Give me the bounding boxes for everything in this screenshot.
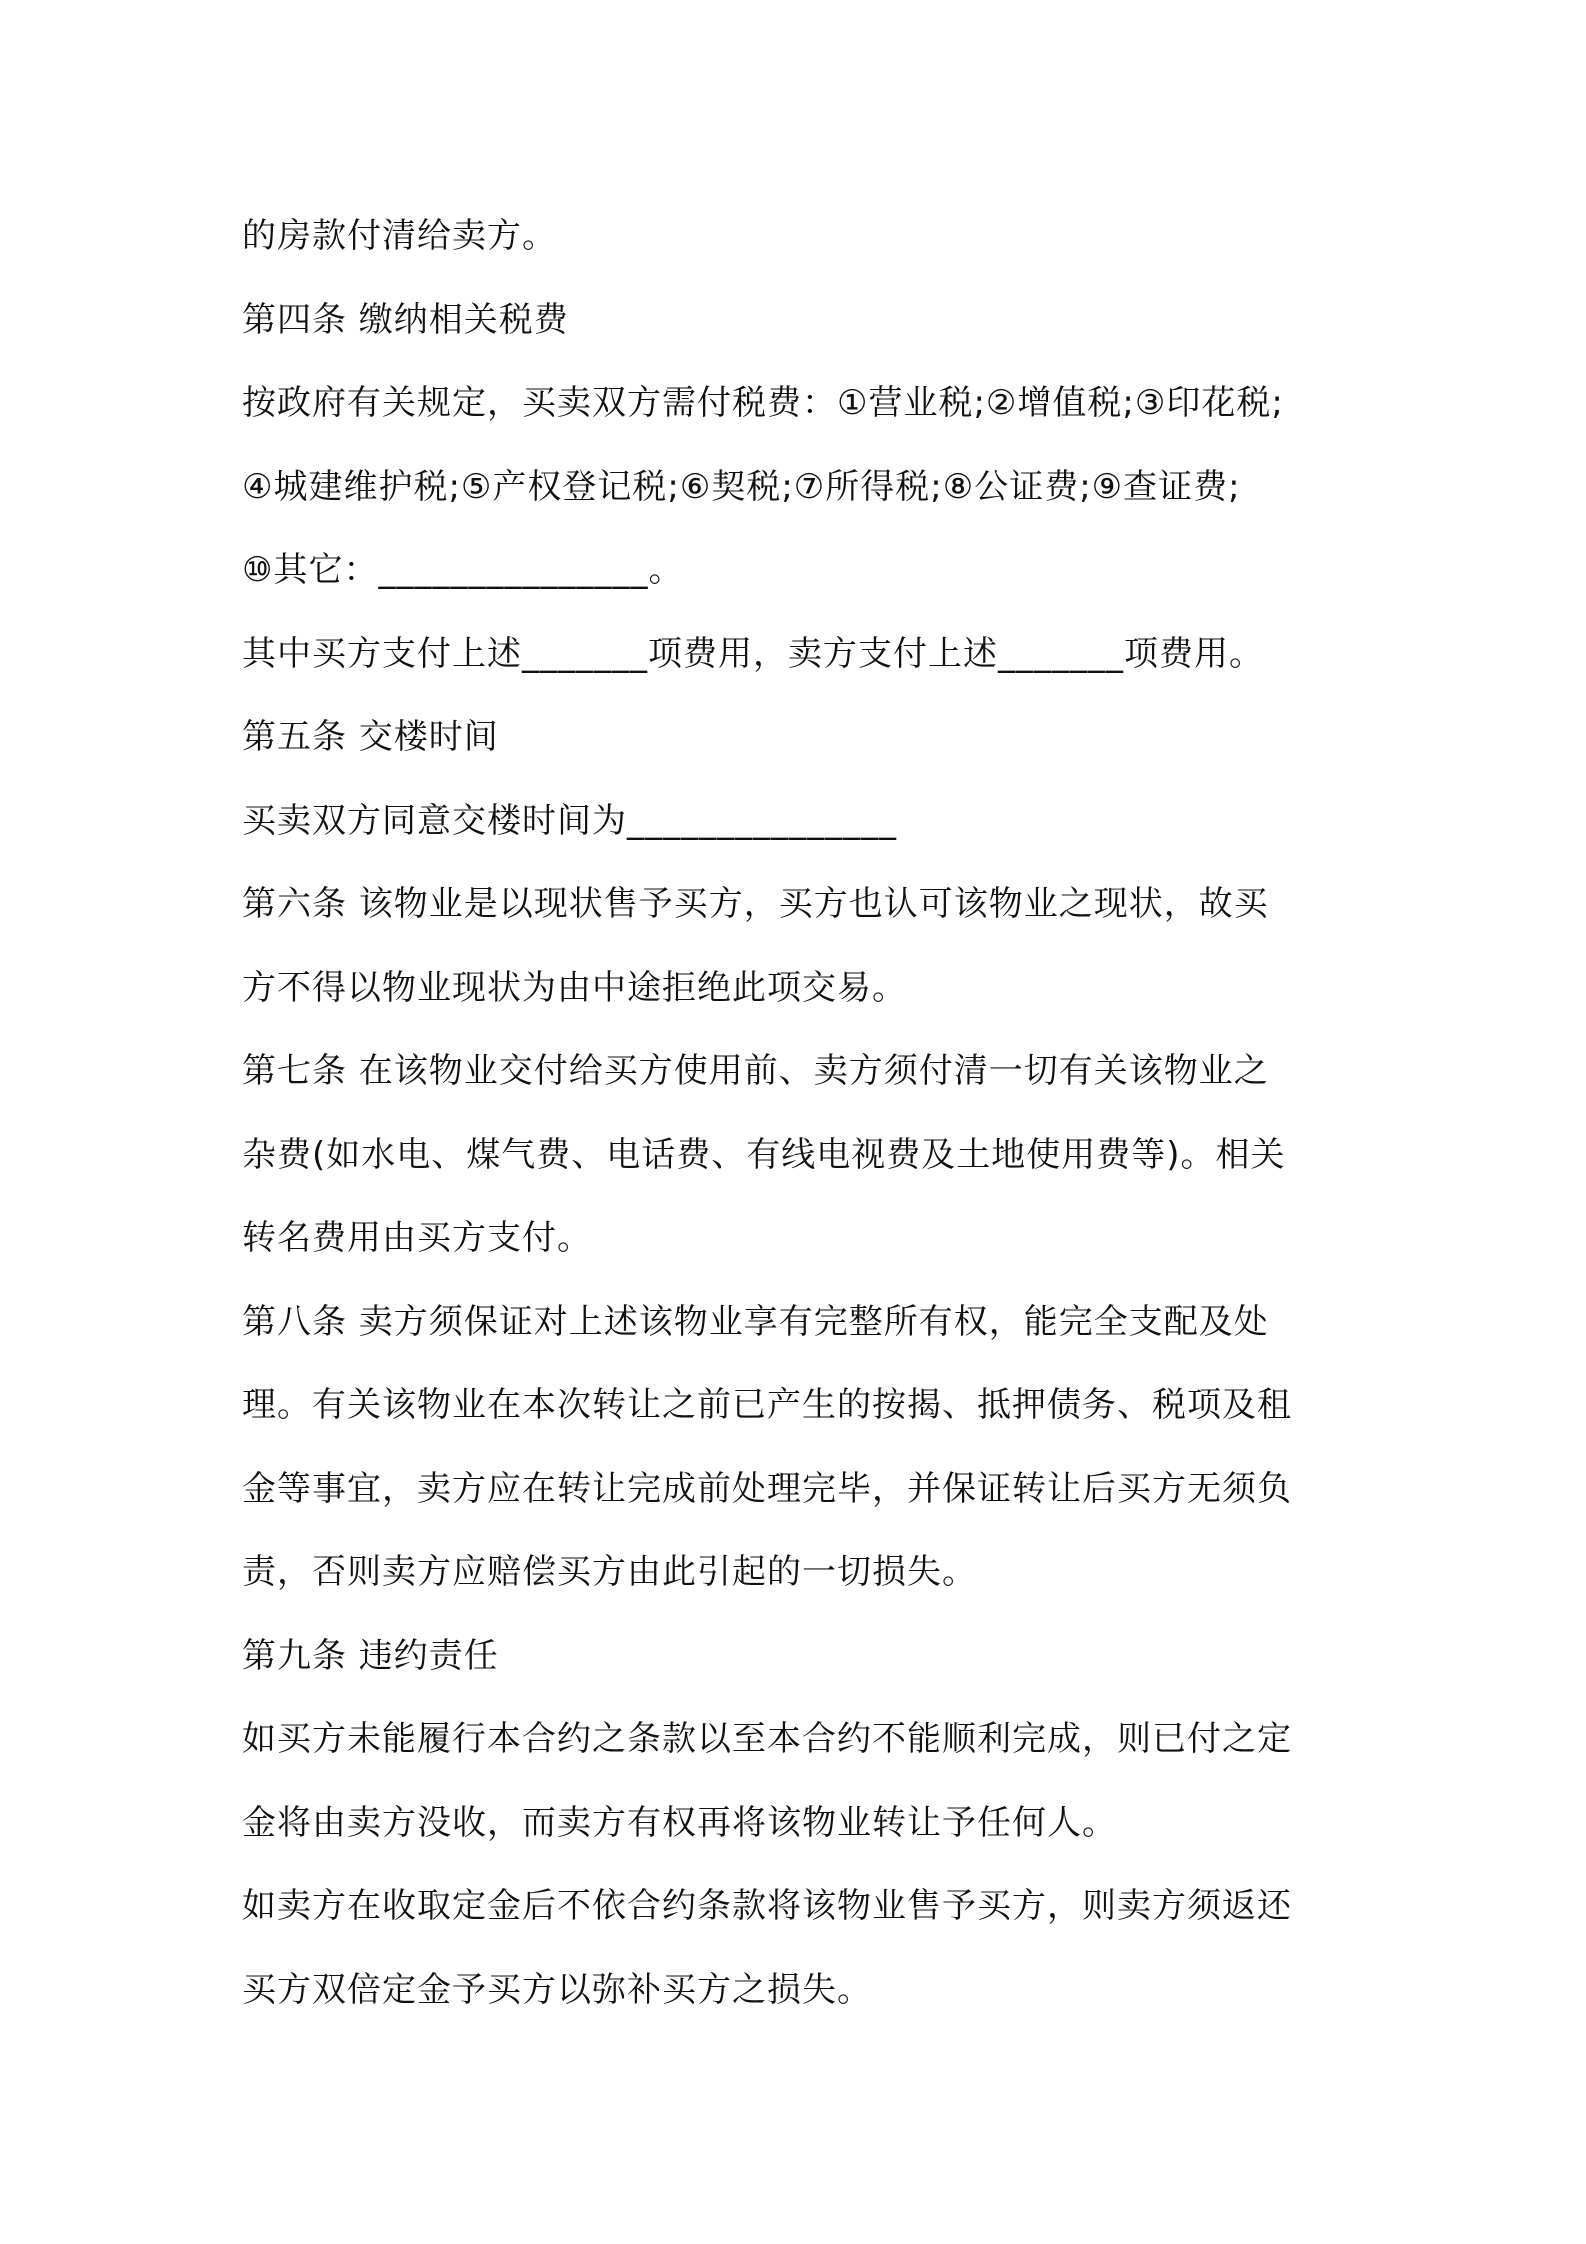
text-line: 买方双倍定金予买方以弥补买方之损失。 <box>242 1969 872 2010</box>
text-line: ⑩其它：_______________。 <box>242 550 684 590</box>
text-line: 理。有关该物业在本次转让之前已产生的按揭、抵押债务、税项及租 <box>242 1385 1292 1425</box>
article-8-text: 第八条 卖方须保证对上述该物业享有完整所有权，能完全支配及处 <box>242 1301 1269 1342</box>
text-line: 方不得以物业现状为由中途拒绝此项交易。 <box>242 967 907 1008</box>
text-line: 杂费(如水电、煤气费、电话费、有线电视费及土地使用费等)。相关 <box>242 1134 1286 1175</box>
text-line: 责，否则卖方应赔偿买方由此引起的一切损失。 <box>242 1552 977 1592</box>
article-5-heading: 第五条 交楼时间 <box>242 717 499 757</box>
text-line: ④城建维护税;⑤产权登记税;⑥契税;⑦所得税;⑧公证费;⑨查证费; <box>242 466 1241 507</box>
text-line: 转名费用由买方支付。 <box>242 1218 592 1258</box>
text-line: 金等事宜，卖方应在转让完成前处理完毕，并保证转让后买方无须负 <box>242 1468 1292 1509</box>
text-line: 如卖方在收取定金后不依合约条款将该物业售予买方，则卖方须返还 <box>242 1886 1292 1926</box>
contract-body <box>242 195 1357 2032</box>
article-6-text: 第六条 该物业是以现状售予买方，买方也认可该物业之现状，故买 <box>242 884 1269 924</box>
text-line: 的房款付清给卖方。 <box>242 216 557 256</box>
text-line: 其中买方支付上述_______项费用，卖方支付上述_______项费用。 <box>242 633 1264 674</box>
article-9-heading: 第九条 违约责任 <box>242 1635 499 1676</box>
article-4-heading: 第四条 缴纳相关税费 <box>242 299 569 340</box>
article-7-text: 第七条 在该物业交付给买方使用前、卖方须付清一切有关该物业之 <box>242 1051 1269 1091</box>
text-line: 金将由卖方没收，而卖方有权再将该物业转让予任何人。 <box>242 1802 1117 1843</box>
text-line: 如买方未能履行本合约之条款以至本合约不能顺利完成，则已付之定 <box>242 1719 1292 1759</box>
text-line: 按政府有关规定，买卖双方需付税费：①营业税;②增值税;③印花税; <box>242 383 1284 423</box>
text-line: 买卖双方同意交楼时间为_______________ <box>242 800 897 841</box>
